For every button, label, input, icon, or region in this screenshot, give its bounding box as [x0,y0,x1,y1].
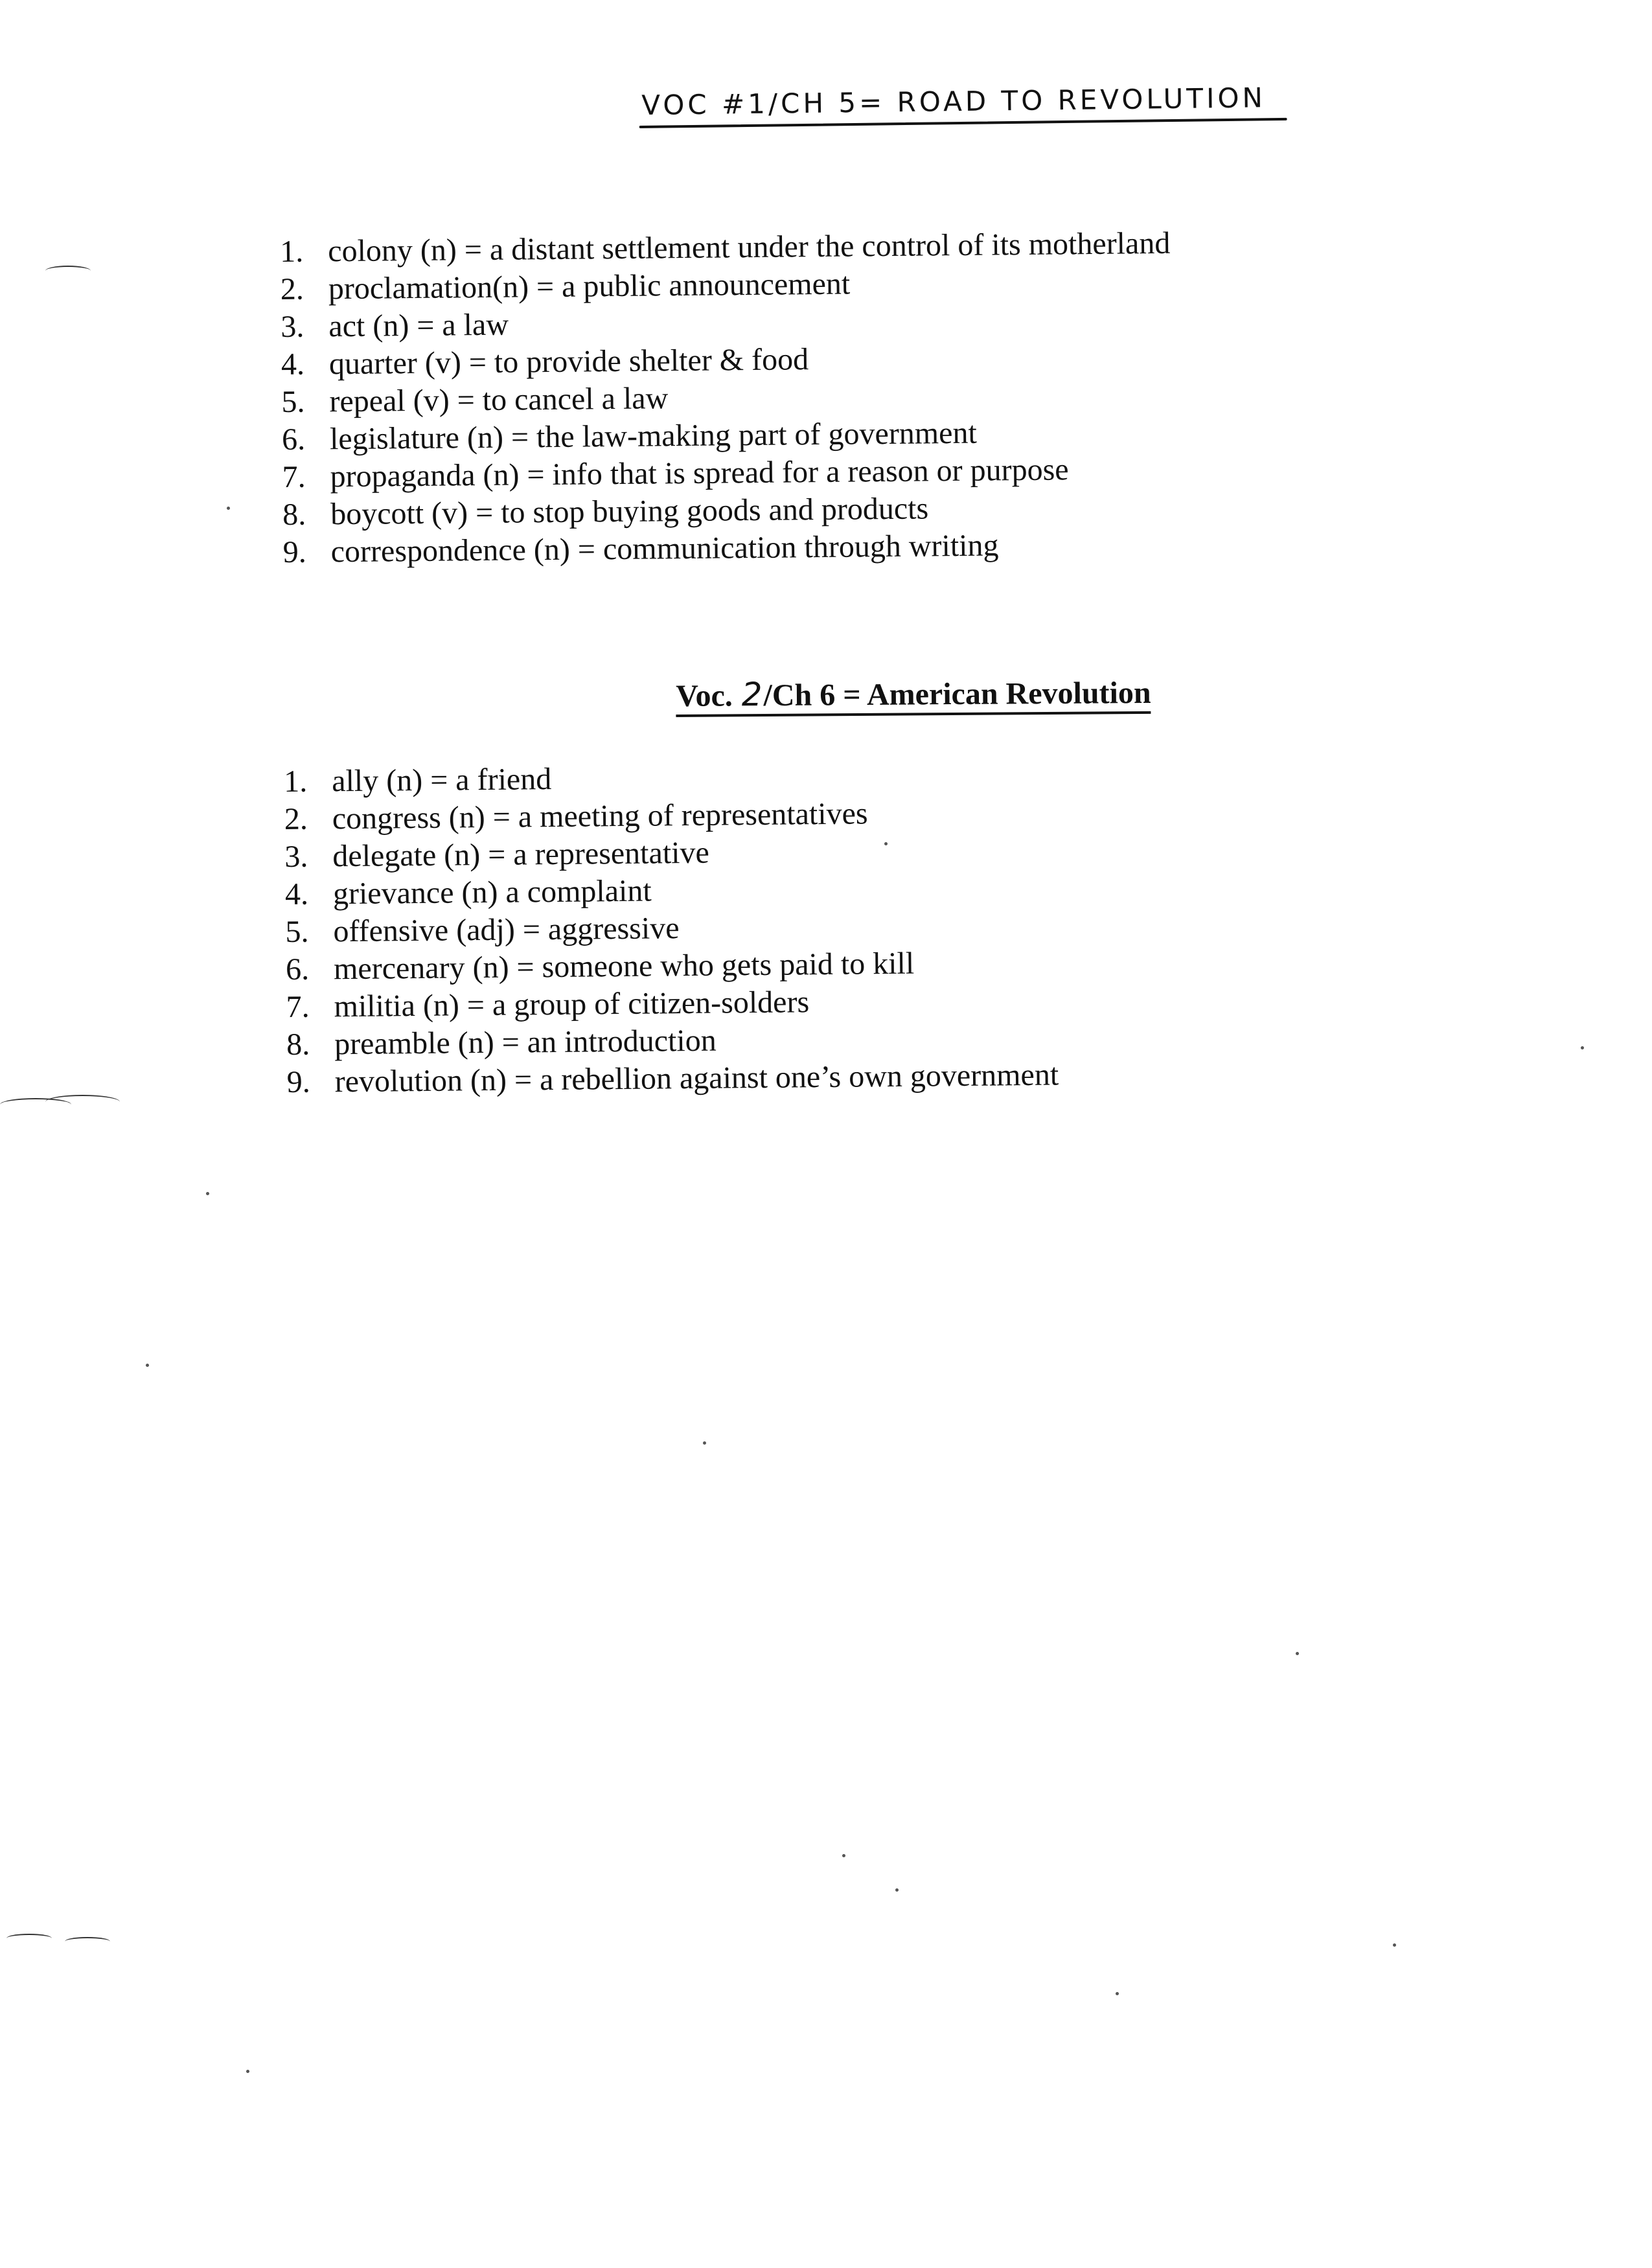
item-number: 3. [281,309,304,344]
item-text: boycott (v) = to stop buying goods and products [330,491,929,532]
item-number: 5. [281,384,305,419]
item-number: 9. [286,1064,310,1099]
scan-speck [246,2070,249,2073]
item-number: 8. [286,1027,310,1062]
scan-speck [1393,1943,1396,1947]
section-2-title-number: 2 [741,676,763,714]
item-number: 2. [280,271,304,306]
scan-speck [206,1192,209,1195]
scan-mark [65,1937,110,1946]
section-1-vocab-list [280,225,1173,571]
item-text: preamble (n) = an introduction [334,1023,717,1062]
item-number: 5. [285,914,309,949]
item-text: propaganda (n) = info that is spread for a reason or purpose [330,452,1069,494]
item-text: mercenary (n) = someone who gets paid to kill [333,946,915,987]
item-number: 8. [282,497,306,532]
section-2-vocab-list [284,756,1059,1101]
scan-speck [1116,1992,1119,1995]
item-text: militia (n) = a group of citizen-solders [334,985,810,1024]
section-1-title: VOC #1/CH 5= ROAD TO REVOLUTION [641,82,1267,121]
item-text: grievance (n) a complaint [332,873,652,911]
item-number: 4. [281,347,305,382]
item-text: proclamation(n) = a public announcement [328,266,851,306]
scan-speck [146,1364,149,1367]
item-text: act (n) = a law [328,307,509,344]
item-number: 1. [280,234,304,269]
item-number: 7. [286,989,310,1024]
item-number: 6. [281,422,306,457]
scan-mark [45,266,91,276]
section-1-heading [641,82,1266,121]
scan-speck [1581,1046,1584,1049]
item-text: congress (n) = a meeting of representatives [332,796,868,836]
item-number: 4. [284,876,309,911]
scan-speck [884,842,888,845]
item-number: 6. [285,952,310,987]
scan-speck [895,1888,899,1892]
section-2-title-prefix: Voc. [676,678,733,713]
scan-speck [842,1854,845,1857]
scan-speck [227,507,230,510]
item-text: repeal (v) = to cancel a law [329,381,669,419]
item-text: revolution (n) = a rebellion against one’s own government [334,1057,1059,1099]
section-2-title-suffix: /Ch 6 = American Revolution [763,675,1151,713]
item-number: 3. [284,839,308,874]
item-number: 7. [282,459,306,494]
item-text: correspondence (n) = communication through writing [330,528,999,569]
item-text: quarter (v) = to provide shelter & food [328,342,809,382]
scan-speck [703,1441,706,1445]
scan-speck [1296,1652,1299,1655]
list-item [282,525,1173,571]
scan-mark [45,1095,120,1109]
item-text: colony (n) = a distant settlement under the control of its motherland [328,225,1171,269]
item-number: 1. [284,764,308,799]
item-text: offensive (adj) = aggressive [333,911,680,949]
item-text: delegate (n) = a representative [332,835,710,874]
list-item [286,1057,1059,1101]
section-2-heading [676,674,1151,717]
item-text: legislature (n) = the law-making part of government [329,415,978,457]
item-number: 9. [282,534,306,569]
item-text: ally (n) = a friend [332,762,552,799]
item-number: 2. [284,801,308,836]
scan-mark [6,1934,52,1943]
